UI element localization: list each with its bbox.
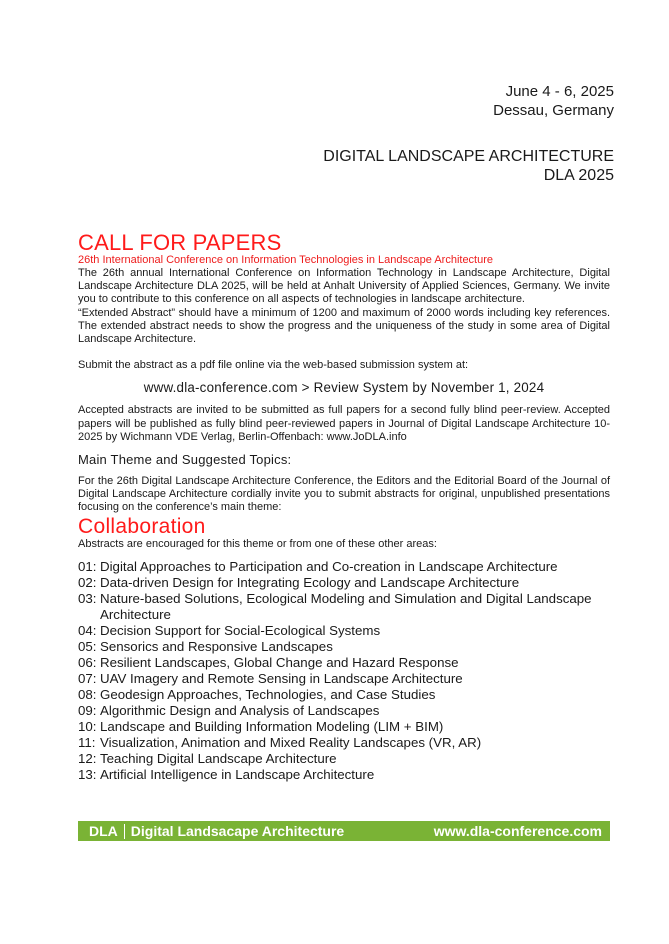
- topic-item: [78, 623, 610, 639]
- topic-item: [78, 703, 610, 719]
- topics-heading: Main Theme and Suggested Topics:: [78, 452, 292, 468]
- topic-item: [78, 559, 610, 575]
- footer-brand: [89, 821, 344, 841]
- topics-list: [78, 559, 610, 783]
- topic-text: Artificial Intelligence in Landscape Architecture: [100, 766, 375, 782]
- topic-number: 04:: [78, 622, 97, 638]
- topic-number: 12:: [78, 750, 97, 766]
- footer-brand-name: Digital Landsacape Architecture: [130, 823, 345, 839]
- topic-text: Nature-based Solutions, Ecological Modeling and Simulation and Digital Landscape Architecture: [100, 590, 592, 622]
- topic-number: 11:: [78, 734, 96, 750]
- topic-text: UAV Imagery and Remote Sensing in Landscape Architecture: [100, 670, 463, 686]
- topic-number: 08:: [78, 686, 97, 702]
- main-content: [78, 232, 610, 783]
- accepted-paragraph: Accepted abstracts are invited to be submitted as full papers for a second fully blind peer-review. Accepted papers will be published as fully blind peer-reviewed papers in Journal of Digital Landscape Architecture 10-2025 by Wichmann VDE Verlag, Berlin-Offenbach: www.JoDLA.info: [78, 404, 610, 443]
- topic-number: 09:: [78, 702, 97, 718]
- event-date-location: [493, 82, 614, 120]
- submission-link-line[interactable]: www.dla-conference.com > Review System by November 1, 2024: [143, 380, 545, 396]
- intro-paragraph: The 26th annual International Conference on Information Technology in Landscape Architecture, Digital Landscape Architecture DLA 2025, will be held at Anhalt University of Applied Sciences, Germany. We invite you to contribute to this conference on all aspects of technologies in landscape architecture.: [78, 267, 610, 306]
- abstract-rules-paragraph: “Extended Abstract” should have a minimum of 1200 and maximum of 2000 words including key references. The extended abstract needs to show the progress and the uniqueness of the study in some area of Digital Landscape Architecture.: [78, 306, 610, 346]
- topic-text: Algorithmic Design and Analysis of Landscapes: [100, 702, 380, 718]
- topic-text: Geodesign Approaches, Technologies, and Case Studies: [100, 686, 436, 702]
- topic-item: [78, 751, 610, 767]
- topic-text: Visualization, Animation and Mixed Reality Landscapes (VR, AR): [100, 734, 482, 750]
- topic-item: [78, 671, 610, 687]
- topic-number: 06:: [78, 654, 97, 670]
- topic-item: [78, 687, 610, 703]
- call-for-papers-heading: CALL FOR PAPERS: [78, 230, 282, 255]
- footer-banner: [78, 821, 610, 841]
- conference-title-block: [323, 147, 614, 185]
- topic-item: [78, 639, 610, 655]
- topic-text: Digital Approaches to Participation and Co-creation in Landscape Architecture: [100, 558, 558, 574]
- topic-number: 13:: [78, 766, 97, 782]
- topic-text: Sensorics and Responsive Landscapes: [100, 638, 333, 654]
- topic-text: Data-driven Design for Integrating Ecology and Landscape Architecture: [100, 574, 520, 590]
- topic-number: 01:: [78, 558, 97, 574]
- topic-number: 07:: [78, 670, 97, 686]
- topic-text: Teaching Digital Landscape Architecture: [100, 750, 337, 766]
- topic-number: 10:: [78, 718, 97, 734]
- footer-divider: [124, 824, 125, 839]
- topic-item: [78, 767, 610, 783]
- topic-item: [78, 735, 610, 751]
- topic-number: 03:: [78, 590, 97, 606]
- topic-text: Landscape and Building Information Modeling (LIM + BIM): [100, 718, 444, 734]
- conference-full-name: 26th International Conference on Information Technologies in Landscape Architecture: [78, 254, 494, 266]
- topic-text: Decision Support for Social-Ecological Systems: [100, 622, 381, 638]
- topic-item: [78, 575, 610, 591]
- topic-item: [78, 719, 610, 735]
- footer-url-link[interactable]: www.dla-conference.com: [433, 823, 602, 839]
- conference-title: DIGITAL LANDSCAPE ARCHITECTURE: [323, 148, 614, 165]
- footer-brand-abbr: DLA: [89, 823, 118, 839]
- topic-number: 02:: [78, 574, 97, 590]
- submit-instructions: Submit the abstract as a pdf file online via the web-based submission system at:: [78, 359, 469, 372]
- topic-item: [78, 655, 610, 671]
- topic-text: Resilient Landscapes, Global Change and Hazard Response: [100, 654, 459, 670]
- topics-intro: For the 26th Digital Landscape Architecture Conference, the Editors and the Editorial Board of the Journal of Digital Landscape Architecture cordially invite you to submit abstracts for original, unpublished presentations focusing on the conference’s main theme:: [78, 475, 610, 514]
- topic-number: 05:: [78, 638, 97, 654]
- event-date: June 4 - 6, 2025: [505, 83, 614, 100]
- main-theme: Collaboration: [78, 514, 206, 538]
- encourage-text: Abstracts are encouraged for this theme or from one of these other areas:: [78, 537, 437, 550]
- event-location: Dessau, Germany: [493, 102, 614, 119]
- conference-edition: DLA 2025: [543, 167, 614, 184]
- topic-item: [78, 591, 610, 623]
